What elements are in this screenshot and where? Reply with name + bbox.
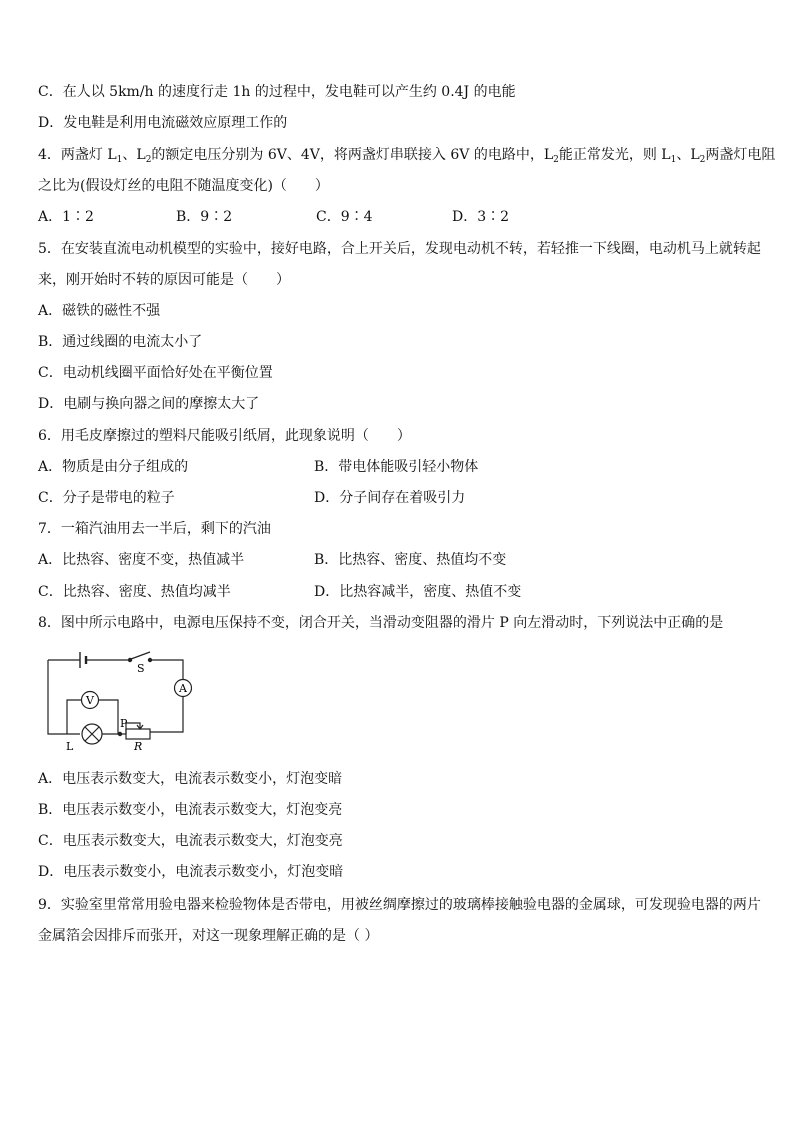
q3-option-c: C．在人以 5km/h 的速度行走 1h 的过程中，发电鞋可以产生约 0.4J 的电能 bbox=[38, 84, 516, 100]
q7-stem: 7．一箱汽油用去一半后，剩下的汽油 bbox=[38, 521, 271, 537]
q4-option-c: C．9∶4 bbox=[316, 209, 373, 225]
q6-option-d: D．分子间存在着吸引力 bbox=[314, 490, 466, 506]
rheostat-label: R bbox=[134, 740, 143, 753]
q6-option-b: B．带电体能吸引轻小物体 bbox=[314, 459, 479, 475]
q9-stem-line1: 9．实验室里常常用验电器来检验物体是否带电，用被丝绸摩擦过的玻璃棒接触验电器的金属球，可发现验电器的两片 bbox=[38, 897, 761, 913]
q5-option-a: A．磁铁的磁性不强 bbox=[38, 303, 161, 319]
q9-stem-line2: 金属箔会因排斥而张开，对这一现象理解正确的是（ ） bbox=[38, 928, 379, 944]
voltmeter-label: V bbox=[86, 694, 94, 707]
q7-option-b: B．比热容、密度、热值均不变 bbox=[314, 552, 507, 568]
q5-option-b: B．通过线圈的电流太小了 bbox=[38, 334, 203, 350]
q4-option-a: A．1∶2 bbox=[38, 209, 94, 225]
q6-option-a: A．物质是由分子组成的 bbox=[38, 459, 189, 475]
q4-stem-line1: 4．两盏灯 $L_1$、$L_2$的额定电压分别为 6V、4V，将两盏灯串联接入 6V 的电路中，$L_2$能正常发光，则 $L_1$、$L_2$两盏灯电阻 bbox=[38, 147, 776, 165]
q4-option-d: D．3∶2 bbox=[452, 209, 510, 225]
q4-option-b: B．9∶2 bbox=[176, 209, 233, 225]
slider-label: P bbox=[120, 717, 128, 730]
q7-option-a: A．比热容、密度不变，热值减半 bbox=[38, 552, 245, 568]
q5-option-c: C．电动机线圈平面恰好处在平衡位置 bbox=[38, 365, 273, 381]
q7-option-c: C．比热容、密度、热值均减半 bbox=[38, 584, 231, 600]
lamp-label: L bbox=[66, 740, 74, 753]
q5-stem-line2: 来，刚开始时不转的原因可能是（ ） bbox=[38, 272, 290, 288]
q3-option-d: D．发电鞋是利用电流磁效应原理工作的 bbox=[38, 115, 288, 131]
ammeter-label: A bbox=[179, 682, 187, 695]
q5-stem-line1: 5．在安装直流电动机模型的实验中，接好电路，合上开关后，发现电动机不转，若轻推一下线圈，电动机马上就转起 bbox=[38, 241, 761, 257]
q7-option-d: D．比热容减半，密度、热值不变 bbox=[314, 584, 522, 600]
switch-label: S bbox=[137, 662, 145, 675]
q8-option-a: A．电压表示数变大，电流表示数变小，灯泡变暗 bbox=[38, 771, 343, 787]
q8-option-c: C．电压表示数变大，电流表示数变大，灯泡变亮 bbox=[38, 833, 343, 849]
circuit-diagram bbox=[40, 648, 210, 754]
q8-option-b: B．电压表示数变小，电流表示数变大，灯泡变亮 bbox=[38, 802, 343, 818]
q6-stem: 6．用毛皮摩擦过的塑料尺能吸引纸屑，此现象说明（ ） bbox=[38, 428, 411, 444]
q8-stem: 8．图中所示电路中，电源电压保持不变，闭合开关，当滑动变阻器的滑片 P 向左滑动时，下列说法中正确的是 bbox=[38, 615, 724, 631]
q8-option-d: D．电压表示数变小，电流表示数变小，灯泡变暗 bbox=[38, 864, 344, 880]
q4-stem-line2: 之比为(假设灯丝的电阻不随温度变化)（ ） bbox=[38, 178, 329, 194]
q5-option-d: D．电刷与换向器之间的摩擦太大了 bbox=[38, 396, 260, 412]
q6-option-c: C．分子是带电的粒子 bbox=[38, 490, 175, 506]
